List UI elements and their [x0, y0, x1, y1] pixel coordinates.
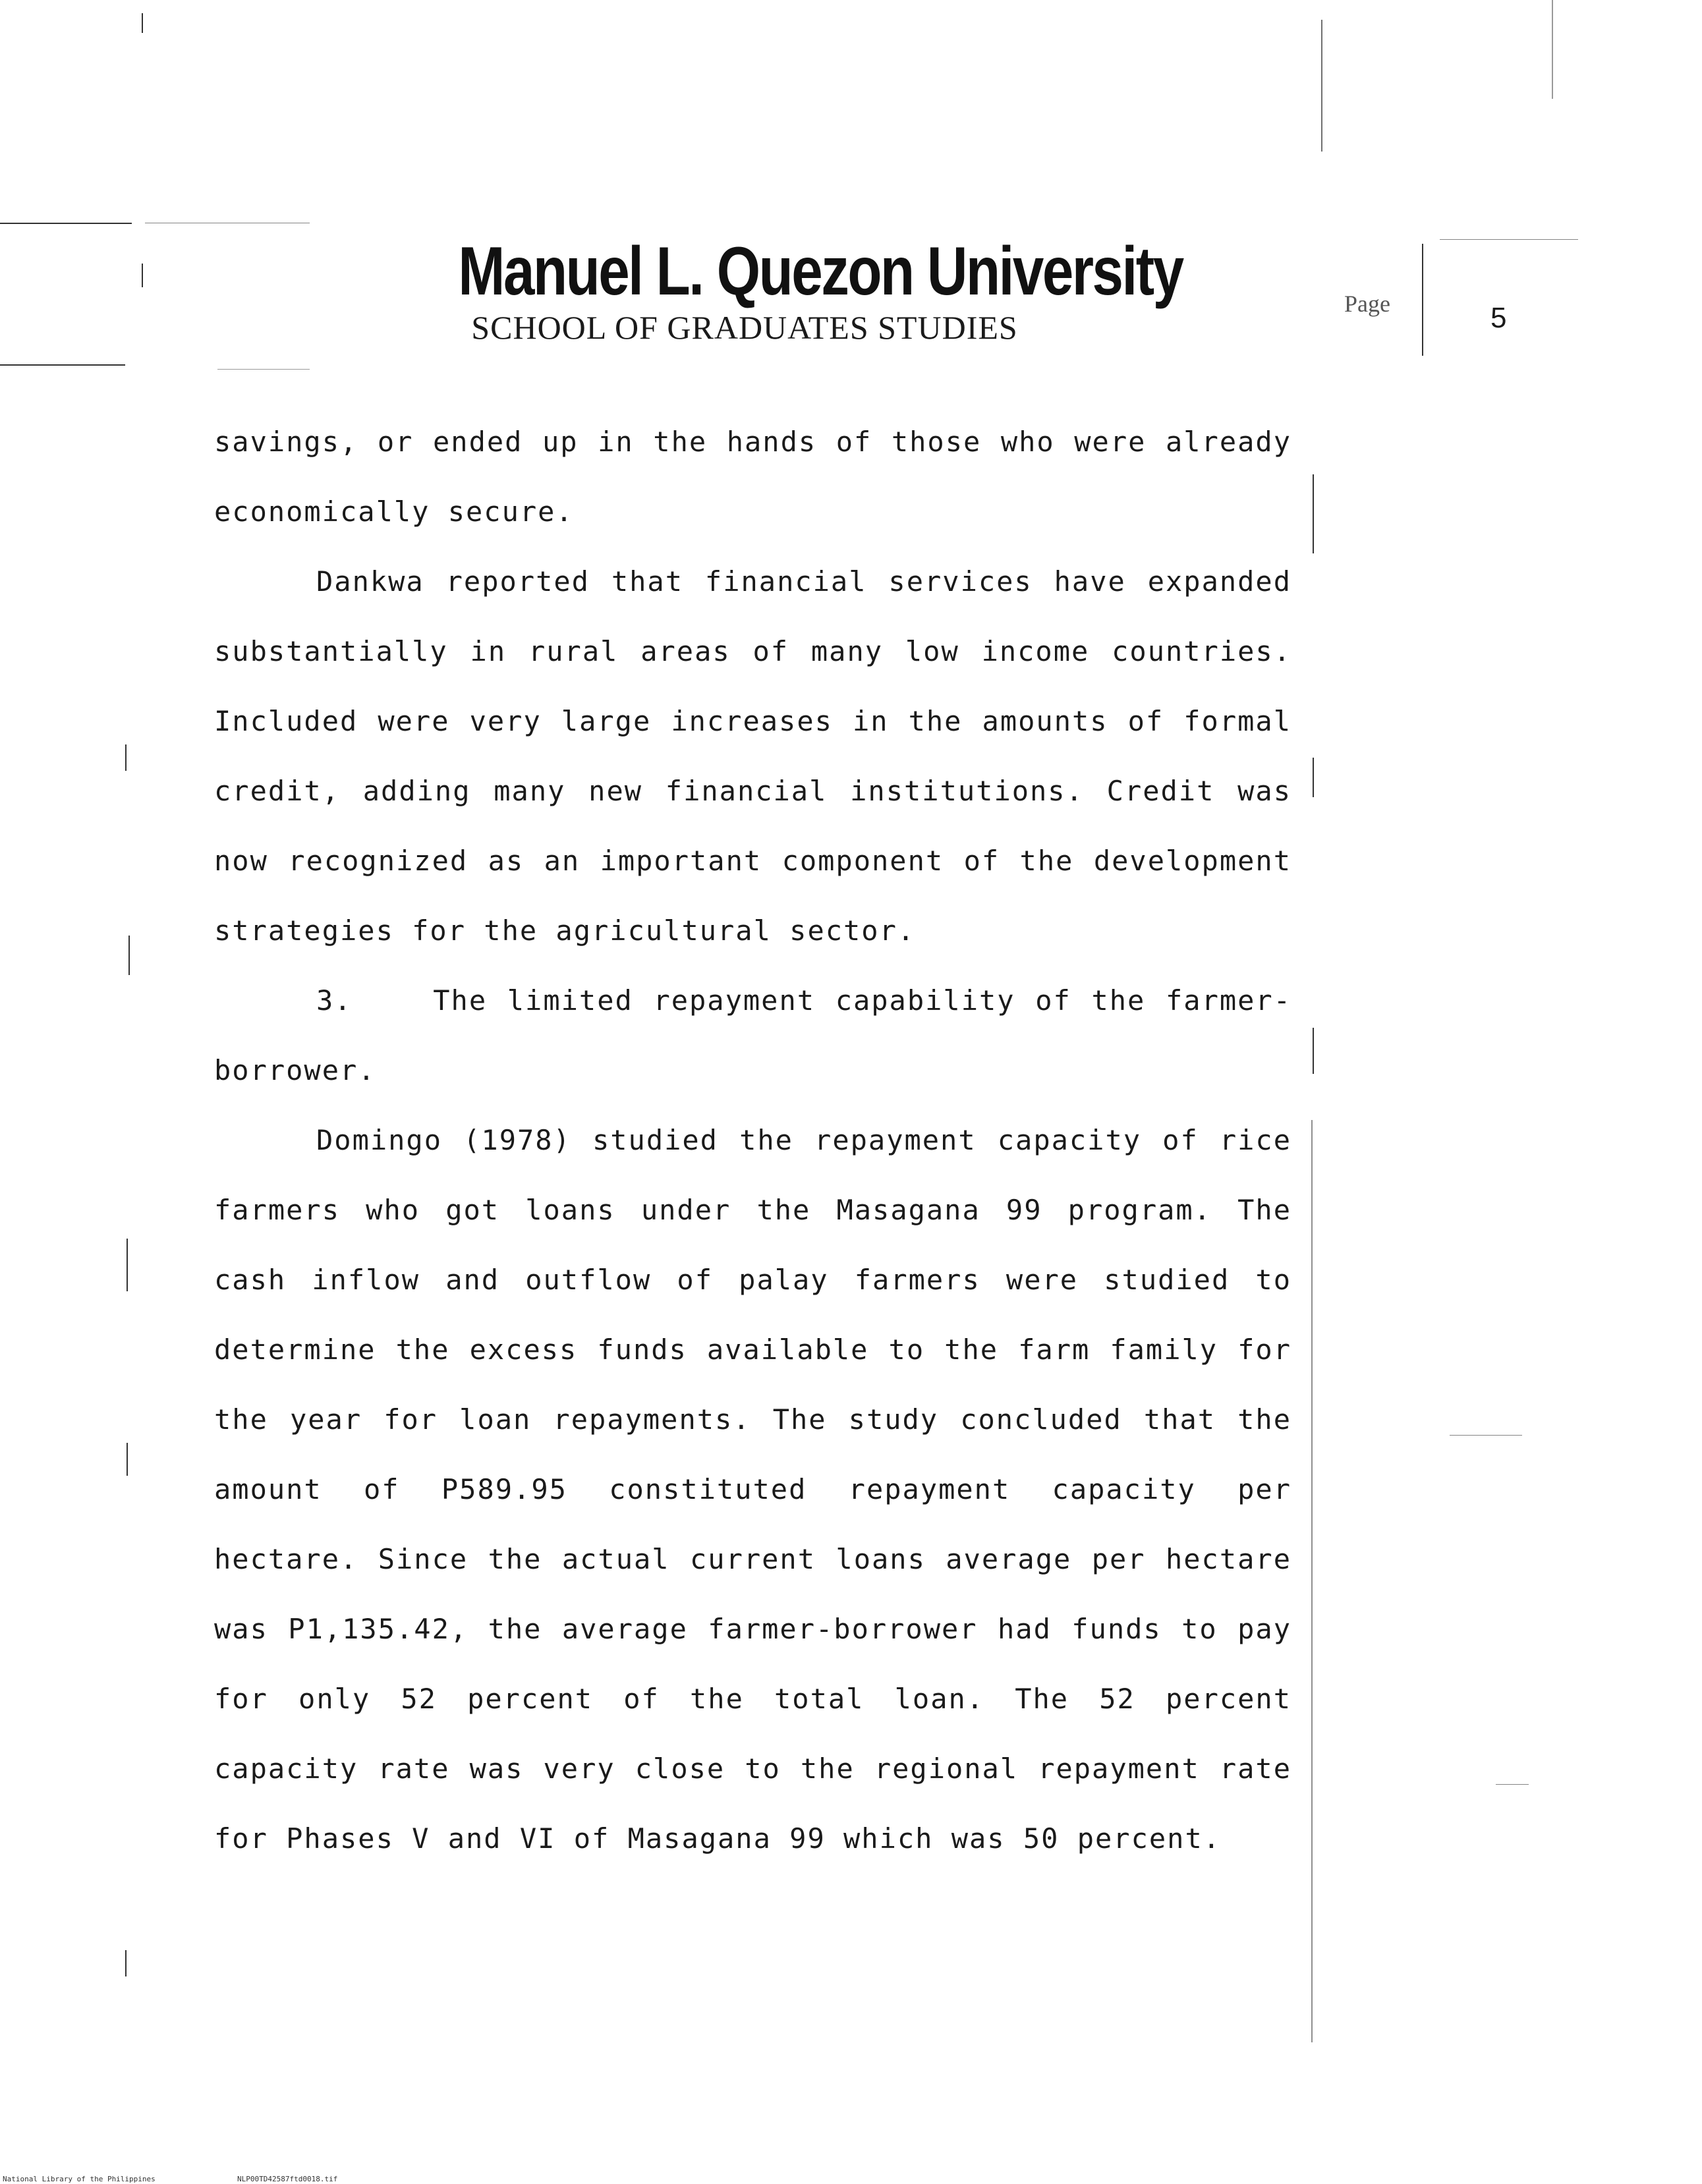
scan-rule-right-4 [1311, 1120, 1313, 2042]
scan-rule-right-2 [1313, 758, 1314, 797]
page-label: Page [1344, 291, 1390, 317]
scan-tick-right-3 [1552, 0, 1553, 99]
scan-tick-left-4 [128, 936, 130, 975]
scan-rule-right-3 [1313, 1028, 1314, 1074]
scan-line-top-left [0, 223, 132, 224]
letterhead [395, 233, 1183, 346]
scan-tick-left-5 [127, 1239, 128, 1291]
footer-file: NLP00TD42587ftd0018.tif [237, 2175, 338, 2183]
scan-tick-left-6 [127, 1443, 128, 1476]
school-name: SCHOOL OF GRADUATES STUDIES [471, 309, 1018, 346]
university-name: Manuel L. Quezon University [458, 233, 1183, 310]
page-number: 5 [1490, 302, 1507, 334]
paragraph-dankwa: Dankwa reported that financial services have expanded substantially in rural areas of many low income countries. Included were very large increases in the amounts of formal credit, adding many new financial institutions. Credit was now recognized as an important component of the development strategies for the agricultural sector. [214, 565, 1291, 947]
scan-tick-left-1 [142, 13, 143, 33]
scan-rule-right-1 [1313, 474, 1314, 553]
scan-line-left-mid [0, 364, 125, 366]
paragraph-continuation: savings, or ended up in the hands of those who were already economically secure. [214, 426, 1291, 528]
scan-line-right-top [1440, 239, 1578, 240]
scan-line-right-mid [1450, 1435, 1522, 1436]
scan-tick-left-2 [142, 264, 143, 287]
scan-tick-left-3 [125, 744, 127, 771]
body-text [214, 407, 1291, 1874]
paragraph-heading-3: 3. The limited repayment capability of the farmer-borrower. [214, 984, 1291, 1086]
footer-credit: National Library of the Philippines [3, 2175, 156, 2183]
scan-tick-right-1 [1321, 20, 1322, 152]
paragraph-domingo: Domingo (1978) studied the repayment capacity of rice farmers who got loans under the Masagana 99 program. The cash inflow and outflow of palay farmers were studied to determine the excess funds available to the farm family for the year for loan repayments. The study concluded that the amount of P589.95 constituted repayment capacity per hectare. Since the actual current loans average per hectare was P1,135.42, the average farmer-borrower had funds to pay for only 52 percent of the total loan. The 52 percent capacity rate was very close to the regional repayment rate for Phases V and VI of Masagana 99 which was 50 percent. [214, 1124, 1291, 1855]
scan-tick-left-7 [125, 1950, 127, 1976]
scan-line-right-low [1496, 1784, 1529, 1785]
scan-tick-right-2 [1422, 244, 1423, 356]
scan-line-left-mid-2 [217, 369, 310, 370]
